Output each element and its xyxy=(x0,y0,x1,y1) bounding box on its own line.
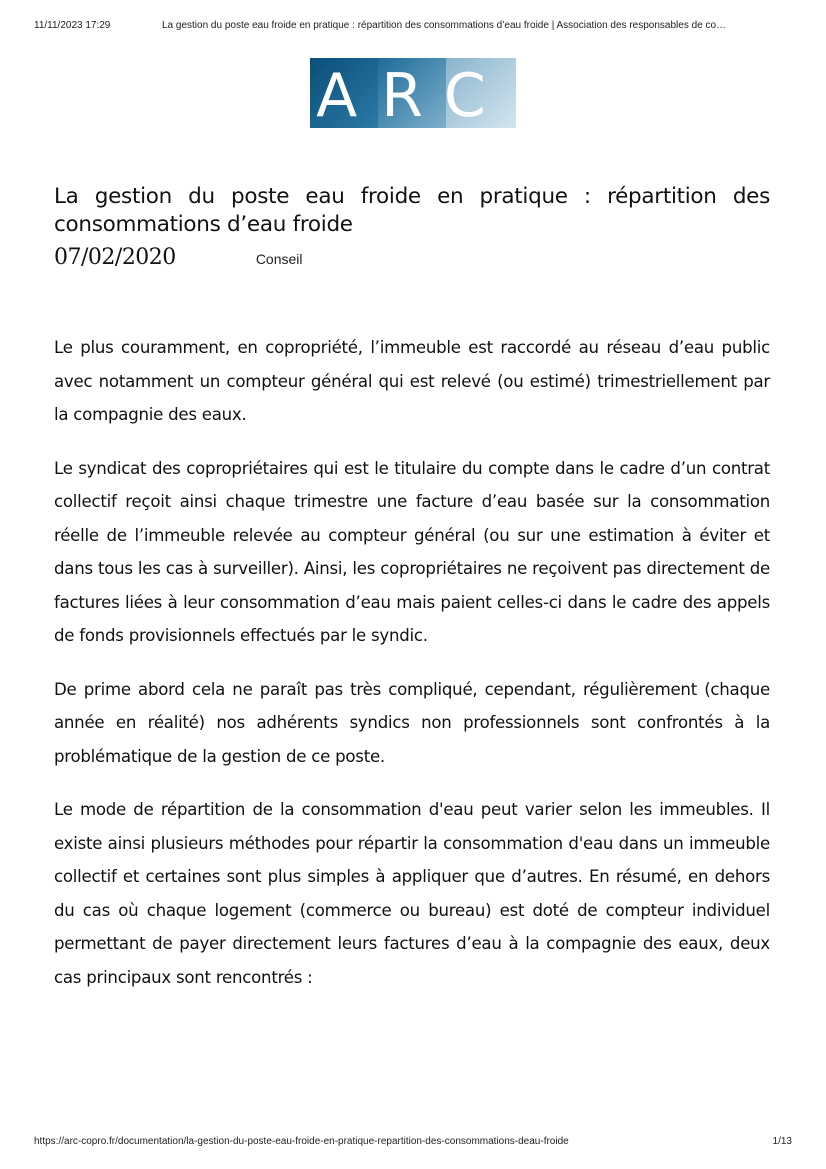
article-title: La gestion du poste eau froide en pratique : répartition des consommations d’eau froide xyxy=(54,184,770,237)
article-meta xyxy=(54,245,770,270)
print-footer xyxy=(34,1136,792,1147)
print-header xyxy=(34,20,792,31)
article xyxy=(54,183,770,1014)
print-url[interactable]: https://arc-copro.fr/documentation/la-gestion-du-poste-eau-froide-en-pratique-repartition-des-consommations-deau-froide xyxy=(34,1136,569,1147)
print-page-title: La gestion du poste eau froide en pratique : répartition des consommations d’eau froide | Association des responsables de co… xyxy=(162,20,727,31)
article-category[interactable]: Conseil xyxy=(255,251,303,267)
logo-text: ARC xyxy=(316,61,510,128)
article-body xyxy=(54,331,770,994)
arc-logo[interactable] xyxy=(310,58,516,128)
print-timestamp: 11/11/2023 17:29 xyxy=(34,20,111,31)
paragraph: Le syndicat des copropriétaires qui est le titulaire du compte dans le cadre d’un contrat collectif reçoit ainsi chaque trimestre une facture d’eau basée sur la consommation réelle de l’immeuble relevée au compteur général (ou sur une estimation à éviter et dans tous les cas à surveiller). Ainsi, les copropriétaires ne reçoivent pas directement de factures liées à leur consommation d’eau mais paient celles-ci dans le cadre des appels de fonds provisionnels effectués par le syndic. xyxy=(54,458,770,645)
paragraph: De prime abord cela ne paraît pas très compliqué, cependant, régulièrement (chaque année en réalité) nos adhérents syndics non professionnels sont confrontés à la problématique de la gestion de ce poste. xyxy=(54,679,770,766)
paragraph: Le mode de répartition de la consommation d'eau peut varier selon les immeubles. Il existe ainsi plusieurs méthodes pour répartir la consommation d'eau dans un immeuble collectif et certaines sont plus simples à appliquer que d’autres. En résumé, en dehors du cas où chaque logement (commerce ou bureau) est doté de compteur individuel permettant de payer directement leurs factures d’eau à la compagnie des eaux, deux cas principaux sont rencontrés : xyxy=(54,800,770,987)
article-date: 07/02/2020 xyxy=(54,245,176,270)
page-number: 1/13 xyxy=(772,1136,792,1147)
paragraph: Le plus couramment, en copropriété, l’immeuble est raccordé au réseau d’eau public avec notamment un compteur général qui est relevé (ou estimé) trimestriellement par la compagnie des eaux. xyxy=(54,338,770,424)
